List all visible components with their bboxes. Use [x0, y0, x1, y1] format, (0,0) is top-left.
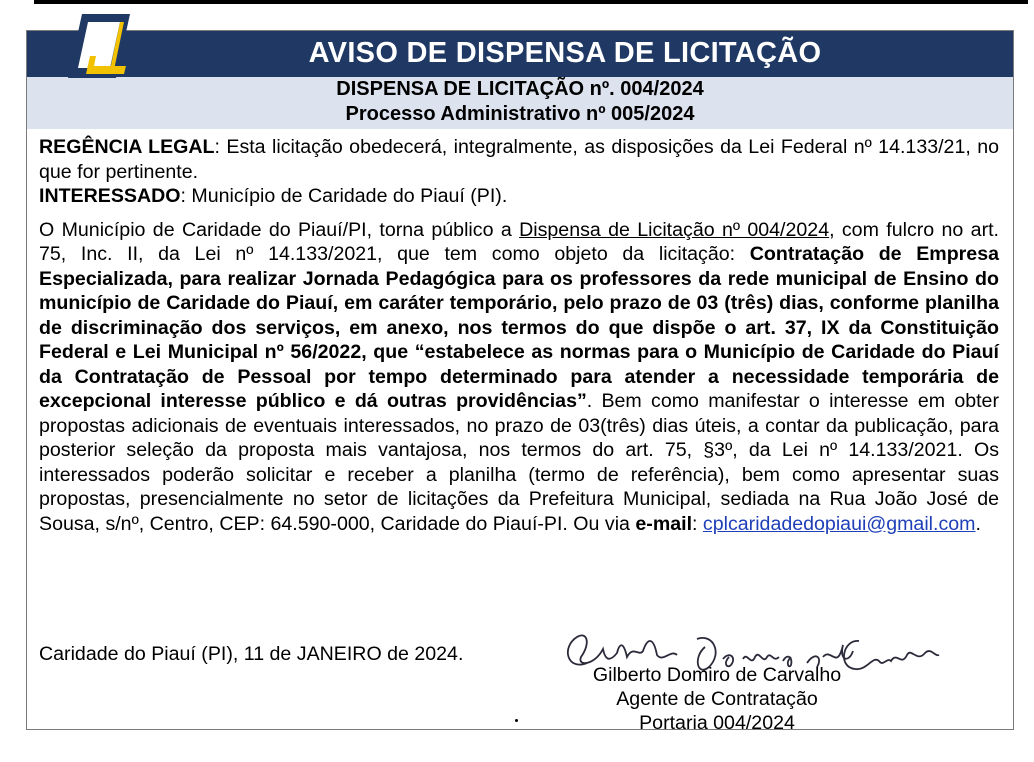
object-description: Contratação de Empresa Especializada, para realizar Jornada Pedagógica para os professores da rede municipal de Ensino do município de Caridade do Piauí, em caráter temporário, pelo prazo de 03 (três) dias, conforme planilha de discriminação dos serviços, em anexo, nos termos do que dispõe o art. 37, IX da Constituição Federal e Lei Municipal nº 56/2022, que “estabelece as normas para o Município de Caridade do Piauí da Contratação de Pessoal por tempo determinado para atender a necessidade temporária de excepcional interesse público e dá outras providências” — [39, 243, 1000, 412]
regencia-text: : Esta licitação obedecerá, integralmente, as disposições da Lei Federal nº 14.133/21, no que for pertinente. — [39, 136, 999, 183]
email-label: e-mail — [635, 512, 693, 535]
title-bar — [27, 31, 1013, 77]
top-rule — [34, 0, 1028, 4]
main-text-3: . Bem como manifestar o interesse em obter propostas adicionais de eventuais interessados, no prazo de 03(três) dias úteis, a contar da publicação, para posterior seleção da proposta mais vantajosa, nos termos do art. 75, §3º, da Lei nº 14.133/2021. Os interessados poderão solicitar e receber a planilha (termo de referência), bem como apresentar suas propostas, presencialmente no setor de licitações da Prefeitura Municipal, sediada na Rua João José de Sousa, s/nº, Centro, CEP: 64.590-000, Caridade do Piauí-PI. Ou via — [39, 390, 999, 535]
subtitle-band — [27, 77, 1013, 129]
stray-dot — [515, 719, 518, 722]
interessado-text: : Município de Caridade do Piauí (PI). — [180, 185, 508, 207]
interessado-label: INTERESSADO — [39, 185, 181, 207]
notice-frame — [26, 30, 1014, 730]
main-paragraph — [39, 218, 999, 537]
email-separator: : — [692, 512, 703, 535]
interessado-paragraph — [39, 184, 999, 209]
institution-logo-icon — [60, 8, 134, 80]
main-text-2: , com fulcro no art. 75, Inc. II, da Lei nº 14.133/2021, que tem como objeto da licitação: — [39, 218, 999, 265]
dispensa-number: DISPENSA DE LICITAÇÃO nº. 004/2024 — [336, 78, 704, 100]
regencia-label: REGÊNCIA LEGAL — [39, 136, 215, 158]
signer-portaria: Portaria 004/2024 — [639, 712, 795, 730]
notice-body — [39, 135, 999, 536]
main-text-1: O Município de Caridade do Piauí/PI, torna público a — [39, 218, 520, 241]
signer-role: Agente de Contratação — [616, 688, 818, 710]
regencia-paragraph — [39, 135, 999, 184]
dispensa-reference: Dispensa de Licitação nº 004/2024 — [519, 218, 830, 241]
notice-title: AVISO DE DISPENSA DE LICITAÇÃO — [308, 37, 822, 69]
signer-block — [547, 663, 887, 730]
main-end: . — [975, 512, 981, 535]
place-date: Caridade do Piauí (PI), 11 de JANEIRO de 2024. — [39, 643, 464, 665]
signer-name: Gilberto Domiro de Carvalho — [592, 664, 842, 686]
email-link[interactable]: cplcaridadedopiaui@gmail.com — [702, 512, 976, 535]
processo-number: Processo Administrativo nº 005/2024 — [345, 103, 695, 125]
